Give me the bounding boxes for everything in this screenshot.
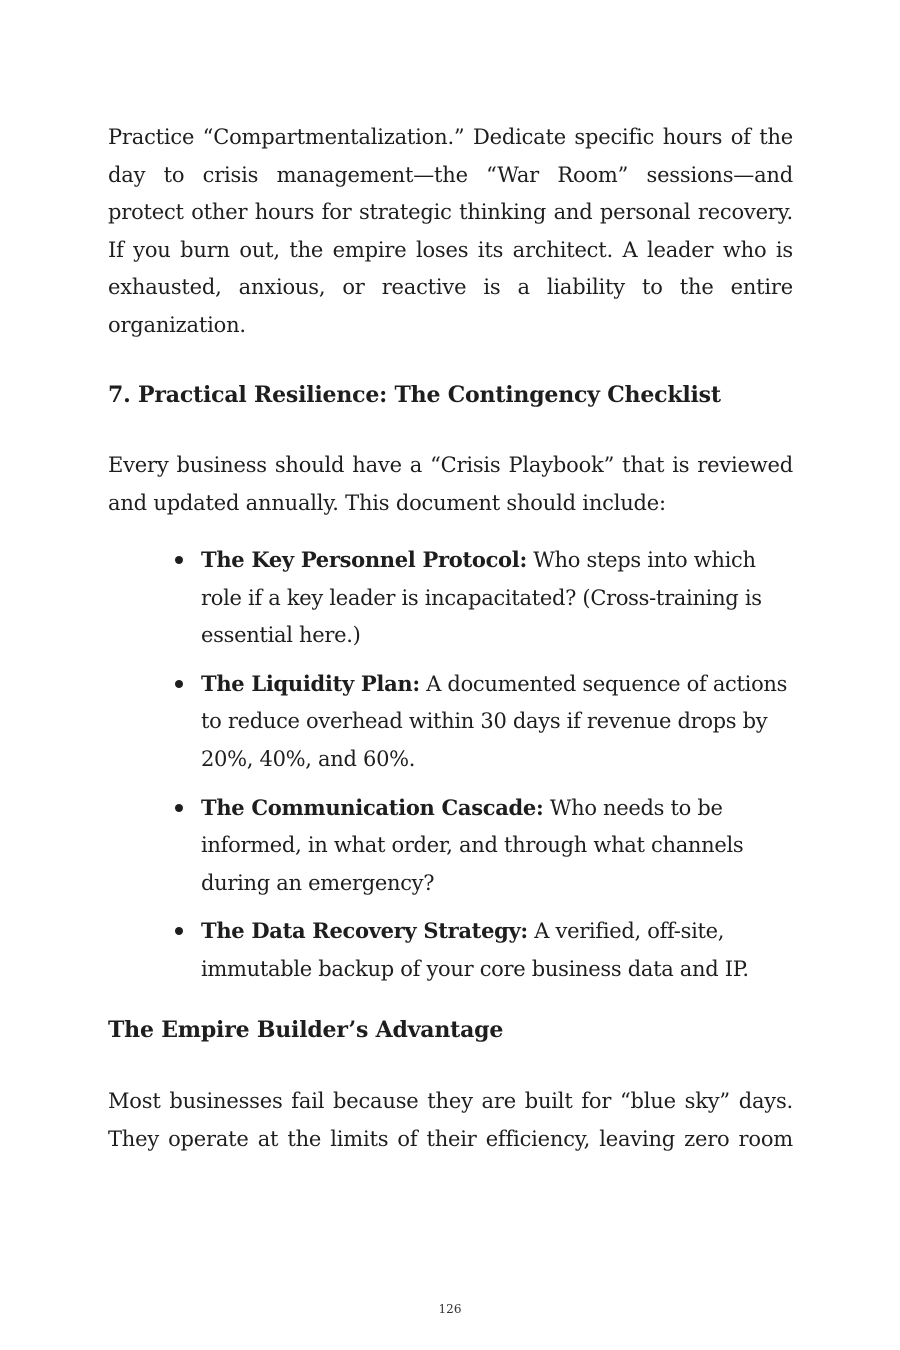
checklist-text: Who steps into which role if a key leader is incapacitated? (Cross-training is essential here.) bbox=[201, 548, 762, 648]
bullet-icon bbox=[175, 927, 183, 935]
checklist-text: A verified, off-site, immutable backup of your core business data and IP. bbox=[201, 919, 749, 981]
advantage-heading: The Empire Builder’s Advantage bbox=[108, 1017, 504, 1043]
checklist-term: The Liquidity Plan: bbox=[201, 670, 420, 696]
contingency-checklist bbox=[172, 541, 792, 999]
bullet-icon bbox=[175, 680, 183, 688]
bullet-icon bbox=[175, 804, 183, 812]
checklist-text: Who needs to be informed, in what order, and through what channels during an emergency? bbox=[201, 795, 744, 895]
page-number: 126 bbox=[438, 1302, 462, 1316]
checklist-item-liquidity bbox=[172, 665, 792, 779]
section-paragraph: Every business should have a “Crisis Playbook” that is reviewed and updated annually. This document should include: bbox=[108, 453, 793, 515]
bullet-icon bbox=[175, 556, 183, 564]
checklist-item-key-personnel bbox=[172, 541, 792, 655]
checklist-term: The Communication Cascade: bbox=[201, 794, 544, 820]
checklist-text: A documented sequence of actions to reduce overhead within 30 days if revenue drops by 20%, 40%, and 60%. bbox=[201, 671, 788, 771]
section-heading: 7. Practical Resilience: The Contingency Checklist bbox=[108, 382, 721, 408]
checklist-item-data-recovery bbox=[172, 912, 792, 988]
advantage-paragraph: Most businesses fail because they are built for “blue sky” days. They operate at the limits of their efficiency, leaving zero room bbox=[108, 1089, 793, 1151]
checklist-term: The Key Personnel Protocol: bbox=[201, 547, 527, 572]
intro-paragraph: Practice “Compartmentalization.” Dedicate specific hours of the day to crisis management—the “War Room” sessions—and protect other hours for strategic thinking and personal recovery. If you burn out, the empire loses its architect. A leader who is exhausted, anxious, or reactive is a liability to the entire organization. bbox=[108, 125, 793, 337]
checklist-term: The Data Recovery Strategy: bbox=[201, 918, 528, 944]
checklist-item-communication bbox=[172, 789, 792, 903]
